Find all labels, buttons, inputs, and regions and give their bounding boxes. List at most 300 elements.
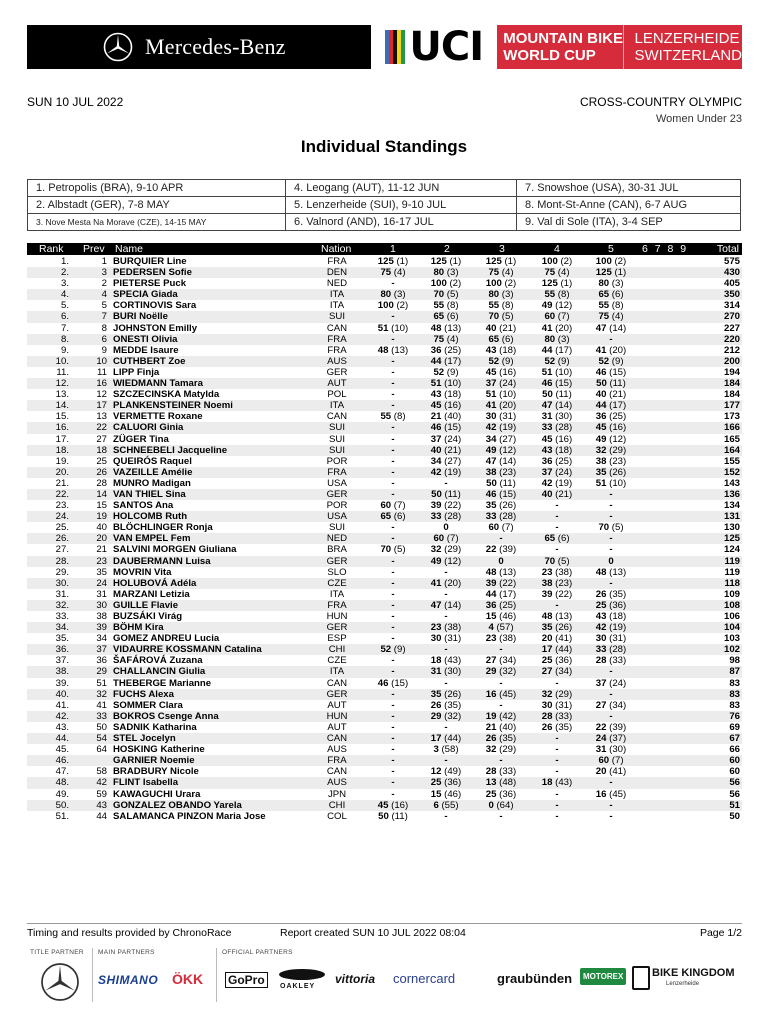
round-points: - — [391, 611, 395, 622]
round-position: (30) — [444, 666, 462, 678]
round4-cell — [529, 611, 585, 622]
round-points: - — [391, 333, 395, 345]
round2-cell — [418, 300, 474, 311]
round-points: 80 — [544, 333, 556, 345]
round-position: (14) — [444, 599, 462, 611]
nation-cell: POL — [327, 389, 347, 401]
round-points: 75 — [380, 267, 392, 279]
round-position: (23) — [555, 577, 573, 589]
uci-logo — [371, 25, 497, 69]
rider-name-cell: BUZSÁKI Virág — [113, 611, 183, 622]
round-position: (22) — [555, 588, 573, 600]
round-points: 70 — [544, 555, 556, 567]
round-points: - — [391, 400, 395, 412]
total-points-cell: 184 — [723, 378, 740, 390]
prev-rank-cell: 6 — [101, 333, 107, 345]
round-position: (9) — [557, 355, 570, 367]
round-points: - — [609, 777, 613, 789]
round-points: 51 — [485, 389, 497, 401]
rider-name-cell: VAZEILLE Amélie — [113, 466, 193, 478]
total-points-cell: 67 — [729, 733, 740, 745]
round-points: 35 — [430, 688, 442, 700]
round-points: 49 — [541, 300, 553, 312]
prev-rank-cell: 7 — [101, 311, 107, 323]
table-row — [27, 434, 742, 445]
round-points: 51 — [541, 366, 553, 378]
rider-name-cell: SPECIA Giada — [113, 289, 178, 301]
round-points: - — [391, 466, 395, 478]
round5-cell — [583, 411, 639, 422]
prev-rank-cell: 38 — [96, 611, 107, 622]
nation-cell: CZE — [327, 577, 347, 589]
round-position: (48) — [499, 777, 517, 789]
round-position: (14) — [555, 400, 573, 412]
round4-cell — [529, 633, 585, 644]
nation-cell: SUI — [329, 311, 345, 323]
rider-name-cell: THEBERGE Marianne — [113, 677, 212, 689]
rider-name-cell: BURI Noëlle — [113, 311, 168, 323]
round1-cell — [365, 666, 421, 677]
table-row — [27, 411, 742, 422]
nation-cell: POR — [326, 455, 348, 467]
round5-cell — [583, 467, 639, 478]
round-points: - — [555, 810, 559, 822]
round-points: 32 — [595, 444, 607, 456]
rank-cell: 41. — [55, 699, 69, 711]
round-points: 70 — [433, 289, 445, 301]
round-points: 26 — [430, 699, 442, 711]
round3-cell — [473, 800, 529, 811]
round-position: (27) — [444, 455, 462, 467]
round-position: (17) — [555, 344, 573, 356]
round2-cell — [418, 445, 474, 456]
round-points: - — [391, 378, 395, 390]
nation-cell: ITA — [329, 289, 345, 301]
round1-cell — [365, 411, 421, 422]
header-round1: 1 — [390, 243, 396, 255]
round-points: - — [391, 721, 395, 733]
table-row — [27, 489, 742, 500]
round-points: 48 — [595, 566, 607, 578]
round-position: (3) — [446, 267, 459, 279]
prev-rank-cell: 29 — [96, 666, 107, 678]
rank-cell: 28. — [55, 555, 69, 567]
round3-cell — [473, 367, 529, 378]
round5-cell — [583, 622, 639, 633]
round-position: (8) — [446, 300, 459, 312]
round-points: 80 — [598, 278, 610, 290]
round-position: (26) — [609, 466, 627, 478]
round2-cell — [418, 578, 474, 589]
round-position: (17) — [499, 588, 517, 600]
round4-cell — [529, 445, 585, 456]
round2-cell — [418, 655, 474, 666]
bike-kingdom-icon — [632, 966, 650, 990]
round-points: 50 — [596, 378, 607, 390]
nation-cell: GER — [326, 688, 348, 700]
round-position: (16) — [444, 400, 462, 412]
round3-cell — [473, 456, 529, 467]
round-points: 15 — [430, 788, 442, 800]
round-position: (23) — [499, 466, 517, 478]
round-position: (9) — [446, 366, 459, 378]
round-position: (57) — [496, 622, 514, 634]
round1-cell — [365, 467, 421, 478]
round-points: 19 — [485, 710, 497, 722]
round4-cell — [529, 500, 585, 511]
round-points: 80 — [433, 267, 445, 279]
rank-cell: 11. — [56, 366, 69, 378]
round4-cell — [529, 367, 585, 378]
table-row — [27, 311, 742, 322]
round-points: - — [555, 500, 559, 512]
round-position: (2) — [396, 300, 409, 312]
round-points: 27 — [485, 655, 497, 667]
table-row — [27, 800, 742, 811]
nation-cell: GER — [326, 622, 348, 634]
round-points: - — [499, 810, 503, 822]
total-points-cell: 66 — [729, 744, 740, 756]
round-points: 125 — [595, 267, 612, 279]
header-name: Name — [115, 243, 144, 255]
round4-cell — [529, 544, 585, 555]
rider-name-cell: WIEDMANN Tamara — [113, 378, 203, 390]
prev-rank-cell: 4 — [101, 289, 107, 301]
round4-cell — [529, 456, 585, 467]
nation-cell: ITA — [329, 666, 345, 678]
round-points: 36 — [541, 455, 553, 467]
round4-cell — [529, 678, 585, 689]
round-points: 26 — [485, 733, 497, 745]
round2-cell — [418, 556, 474, 567]
round-points: 34 — [430, 455, 442, 467]
round2-cell — [418, 500, 474, 511]
rider-name-cell: MUNRO Madigan — [113, 477, 191, 489]
round1-cell — [365, 800, 421, 811]
round-points: 16 — [485, 688, 497, 700]
round3-cell — [473, 389, 529, 400]
round-position: (12) — [444, 555, 462, 567]
prev-rank-cell: 54 — [96, 733, 107, 745]
rider-name-cell: SOMMER Clara — [113, 699, 183, 711]
round-position: (45) — [499, 688, 517, 700]
round-position: (3) — [557, 333, 570, 345]
round-points: 23 — [430, 622, 442, 634]
round3-cell — [473, 300, 529, 311]
round-points: 55 — [488, 300, 500, 312]
round-points: - — [609, 533, 613, 545]
round4-cell — [529, 411, 585, 422]
prev-rank-cell: 23 — [96, 555, 107, 567]
total-points-cell: 76 — [729, 710, 740, 722]
round-position: (11) — [391, 810, 408, 822]
round-points: 35 — [541, 622, 553, 634]
round5-cell — [583, 600, 639, 611]
round-position: (10) — [555, 366, 573, 378]
table-row — [27, 278, 742, 289]
round-points: - — [555, 744, 559, 756]
round3-cell — [473, 445, 529, 456]
table-row — [27, 367, 742, 378]
round-points: 100 — [430, 278, 447, 290]
nation-cell: FRA — [327, 466, 347, 478]
table-row — [27, 700, 742, 711]
total-points-cell: 102 — [723, 644, 740, 656]
prev-rank-cell: 2 — [101, 278, 107, 290]
round-cell: 1. Petropolis (BRA), 9-10 APR — [28, 180, 286, 197]
round-points: 0 — [498, 555, 504, 567]
round-points: - — [444, 611, 448, 622]
round-points: - — [391, 389, 395, 401]
round1-cell — [365, 600, 421, 611]
round-points: 39 — [430, 500, 442, 512]
table-row — [27, 556, 742, 567]
round-position: (26) — [499, 500, 517, 512]
round5-cell — [583, 456, 639, 467]
round5-cell — [583, 556, 639, 567]
table-row — [27, 722, 742, 733]
rider-name-cell: BRADBURY Nicole — [113, 766, 199, 778]
round3-cell — [473, 289, 529, 300]
round3-cell — [473, 567, 529, 578]
round-points: 50 — [542, 389, 553, 401]
round2-cell — [418, 733, 474, 744]
rank-cell: 44. — [55, 733, 69, 745]
round-points: - — [391, 622, 395, 634]
venue-line2: SWITZERLAND — [634, 47, 742, 64]
round3-cell — [473, 589, 529, 600]
round-position: (5) — [557, 555, 570, 567]
rank-cell: 16. — [55, 422, 69, 434]
round-points: 41 — [430, 577, 442, 589]
round-points: - — [444, 810, 448, 822]
total-points-cell: 350 — [723, 289, 740, 301]
round2-cell — [418, 777, 474, 788]
round-points: 100 — [485, 278, 502, 290]
round3-cell — [473, 378, 529, 389]
prev-rank-cell: 8 — [101, 322, 107, 334]
round-points: 60 — [380, 500, 392, 512]
mercedes-star-icon — [40, 962, 80, 1002]
round4-cell — [529, 733, 585, 744]
round5-cell — [583, 533, 639, 544]
total-points-cell: 98 — [729, 655, 740, 667]
prev-rank-cell: 5 — [101, 300, 107, 312]
round-points: - — [555, 766, 559, 778]
table-row — [27, 644, 742, 655]
table-row — [27, 811, 742, 822]
prev-rank-cell: 42 — [96, 777, 107, 789]
table-row — [27, 422, 742, 433]
page-number: Page 1/2 — [699, 927, 742, 939]
rank-cell: 4. — [60, 289, 69, 301]
round-position: (5) — [611, 522, 624, 534]
round-points: 35 — [485, 500, 497, 512]
round3-cell — [473, 533, 529, 544]
prev-rank-cell: 19 — [96, 511, 107, 523]
round-points: 55 — [433, 300, 445, 312]
round-position: (4) — [501, 267, 514, 279]
round-points: 48 — [485, 566, 497, 578]
rank-cell: 24. — [55, 511, 69, 523]
round-points: 37 — [485, 378, 497, 390]
prev-rank-cell: 34 — [96, 633, 107, 645]
prev-rank-cell: 21 — [96, 544, 107, 556]
round-points: 43 — [541, 444, 553, 456]
round-position: (35) — [555, 721, 573, 733]
rank-cell: 33. — [55, 611, 69, 622]
round-points: 0 — [488, 799, 494, 811]
round1-cell — [365, 689, 421, 700]
nation-cell: FRA — [327, 599, 347, 611]
round3-cell — [473, 556, 529, 567]
rider-name-cell: LIPP Finja — [113, 366, 160, 378]
nation-cell: SUI — [329, 444, 345, 456]
round-points: - — [444, 677, 448, 689]
vittoria-logo: vittoria — [335, 972, 376, 986]
partner-divider — [216, 948, 217, 1002]
round3-cell — [473, 578, 529, 589]
rank-cell: 48. — [55, 777, 69, 789]
round1-cell — [365, 533, 421, 544]
rider-name-cell: HOLUBOVÁ Adéla — [113, 577, 197, 589]
round-position: (28) — [499, 511, 517, 523]
round-points: - — [391, 655, 395, 667]
nation-cell: ITA — [329, 588, 345, 600]
round-position: (22) — [499, 577, 517, 589]
rider-name-cell: GARNIER Noemie — [113, 755, 195, 767]
round-points: 31 — [430, 666, 442, 678]
round-position: (41) — [555, 633, 573, 645]
prev-rank-cell: 24 — [96, 577, 107, 589]
rider-name-cell: VAN THIEL Sina — [113, 488, 186, 500]
prev-rank-cell: 17 — [96, 400, 107, 412]
round-position: (8) — [611, 300, 624, 312]
round4-cell — [529, 766, 585, 777]
table-header — [27, 243, 742, 255]
round4-cell — [529, 378, 585, 389]
round-points: 38 — [595, 455, 607, 467]
round-position: (11) — [555, 389, 572, 401]
rank-cell: 36. — [55, 644, 69, 656]
table-row — [27, 589, 742, 600]
round3-cell — [473, 278, 529, 289]
round-points: 75 — [433, 333, 445, 345]
rank-cell: 38. — [55, 666, 69, 678]
total-points-cell: 270 — [723, 311, 740, 323]
round-position: (38) — [444, 622, 462, 634]
round1-cell — [365, 811, 421, 822]
round-points: 25 — [541, 655, 553, 667]
total-points-cell: 430 — [723, 267, 740, 279]
round-points: - — [391, 422, 395, 434]
round-position: (25) — [444, 344, 462, 356]
round1-cell — [365, 478, 421, 489]
round-points: 20 — [541, 633, 553, 645]
total-points-cell: 119 — [724, 555, 740, 567]
round-points: 41 — [541, 322, 553, 334]
round2-cell — [418, 700, 474, 711]
round-position: (29) — [444, 544, 462, 556]
round5-cell — [583, 733, 639, 744]
round1-cell — [365, 544, 421, 555]
round-points: - — [391, 733, 395, 745]
round-position: (43) — [444, 655, 462, 667]
nation-cell: SUI — [329, 422, 345, 434]
nation-cell: FRA — [327, 344, 347, 356]
table-row — [27, 522, 742, 533]
round5-cell — [583, 323, 639, 334]
round-position: (36) — [609, 599, 627, 611]
round5-cell — [583, 278, 639, 289]
table-row — [27, 622, 742, 633]
table-row — [27, 256, 742, 267]
round-points: 65 — [598, 289, 610, 301]
round-position: (46) — [499, 611, 517, 622]
rider-name-cell: HOSKING Katherine — [113, 744, 205, 756]
oakley-logo: OAKLEY — [280, 983, 316, 990]
total-points-cell: 118 — [724, 577, 740, 589]
round-position: (21) — [499, 322, 517, 334]
round3-cell — [473, 644, 529, 655]
round-points: 47 — [595, 322, 607, 334]
round1-cell — [365, 267, 421, 278]
total-points-cell: 108 — [723, 599, 740, 611]
round-points: - — [391, 755, 395, 767]
round-position: (10) — [609, 477, 627, 489]
round3-cell — [473, 311, 529, 322]
round-position: (12) — [609, 433, 627, 445]
gopro-logo: GoPro — [225, 972, 268, 988]
round-cell: 6. Valnord (AND), 16-17 JUL — [286, 214, 517, 231]
round3-cell — [473, 500, 529, 511]
nation-cell: AUT — [327, 721, 347, 733]
round3-cell — [473, 777, 529, 788]
round-position: (32) — [444, 710, 462, 722]
round3-cell — [473, 689, 529, 700]
round-position: (19) — [609, 622, 627, 634]
nation-cell: CAN — [326, 733, 348, 745]
round-position: (25) — [555, 455, 573, 467]
round-points: 65 — [380, 511, 392, 523]
total-points-cell: 227 — [723, 322, 740, 334]
round2-cell — [418, 744, 474, 755]
round2-cell — [418, 467, 474, 478]
rank-cell: 45. — [55, 744, 69, 756]
total-points-cell: 130 — [723, 522, 740, 534]
bike-kingdom-logo: BIKE KINGDOM — [652, 967, 735, 979]
event-banner — [27, 25, 742, 69]
round-points: 44 — [430, 355, 442, 367]
rider-name-cell: FUCHS Alexa — [113, 688, 174, 700]
round-points: - — [391, 311, 395, 323]
round-position: (58) — [441, 744, 459, 756]
round-points: 39 — [485, 577, 497, 589]
round5-cell — [583, 789, 639, 800]
rank-cell: 17. — [55, 433, 69, 445]
round-points: 52 — [544, 355, 556, 367]
title-partner-label: TITLE PARTNER — [30, 949, 84, 956]
round-position: (21) — [609, 389, 627, 401]
round-position: (31) — [499, 411, 517, 423]
header-round5: 5 — [608, 243, 614, 255]
nation-cell: USA — [327, 511, 347, 523]
round-points: 23 — [485, 633, 497, 645]
rank-cell: 34. — [55, 622, 69, 634]
round-points: 38 — [541, 577, 553, 589]
round-points: 47 — [541, 400, 553, 412]
round4-cell — [529, 422, 585, 433]
